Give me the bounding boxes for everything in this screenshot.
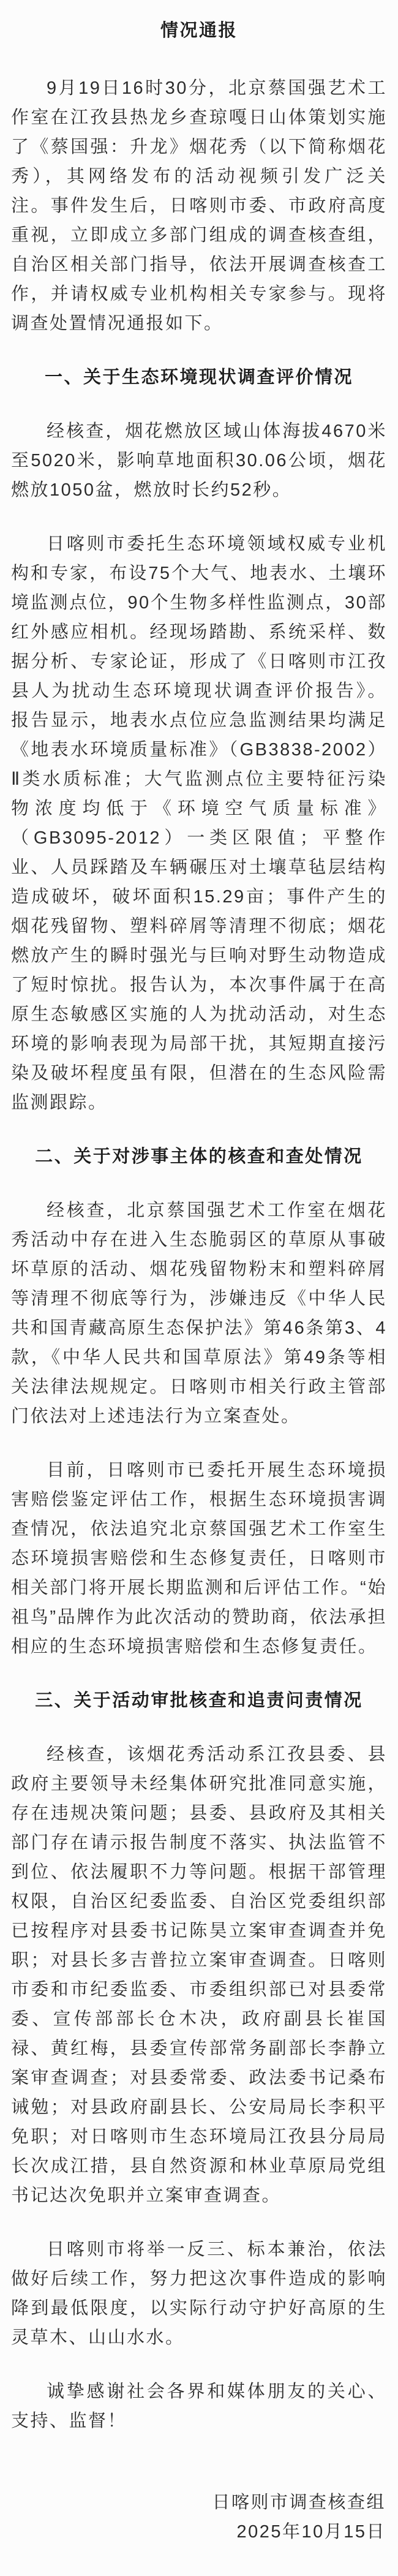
page-title: 情况通报 xyxy=(160,21,238,40)
signature-author: 日喀则市调查核查组 xyxy=(212,2493,386,2512)
intro-paragraph: 9月19日16时30分，北京蔡国强艺术工作室在江孜县热龙乡查琼嘎日山体策划实施了《蔡国强：升龙》烟花秀（以下简称烟花秀），其网络发布的活动视频引发广泛关注。事件发生后，日喀则市委、市政府高度重视，立即成立多部门组成的调查核查组，自治区相关部门指导，依法开展调查核查工作，并请权威专业机构相关专家参与。现将调查处置情况通报如下。 xyxy=(11,78,387,333)
signature-block xyxy=(11,2488,387,2547)
section-1-heading: 一、关于生态环境现状调查评价情况 xyxy=(44,368,353,387)
section-3-paragraph-1: 经核查，该烟花秀活动系江孜县委、县政府主要领导未经集体研究批准同意实施，存在违规决策问题；县委、县政府及其相关部门存在请示报告制度不落实、执法监管不到位、依法履职不力等问题。根据干部管理权限，自治区纪委监委、自治区党委组织部已按程序对县委书记陈昊立案审查调查并免职；对县长多吉普拉立案审查调查。日喀则市委和市纪委监委、市委组织部已对县委常委、宣传部部长仓木决，政府副县长崔国禄、黄红梅，县委宣传部常务副部长李静立案审查调查；对县委常委、政法委书记桑布诫勉；对县政府副县长、公安局局长李积平免职；对日喀则市生态环境局江孜县分局局长次成江措，县自然资源和林业草原局党组书记达次免职并立案审查调查。 xyxy=(11,1745,387,2205)
section-1-paragraph-2: 日喀则市委托生态环境领域权威专业机构和专家，布设75个大气、地表水、土壤环境监测点位，90个生物多样性监测点，30部红外感应相机。经现场踏勘、系统采样、数据分析、专家论证，形成了《日喀则市江孜县人为扰动生态环境现状调查评价报告》。报告显示，地表水点位应急监测结果均满足《地表水环境质量标准》（GB3838-2002）Ⅱ类水质标准；大气监测点位主要特征污染物浓度均低于《环境空气质量标准》（GB3095-2012）一类区限值；平整作业、人员踩踏及车辆碾压对土壤草毡层结构造成破坏，破坏面积15.29亩；事件产生的烟花残留物、塑料碎屑等清理不彻底；烟花燃放产生的瞬时强光与巨响对野生动物造成了短时惊扰。报告认为，本次事件属于在高原生态敏感区实施的人为扰动活动，对生态环境的影响表现为局部干扰，其短期直接污染及破坏程度虽有限，但潜在的生态风险需监测跟踪。 xyxy=(11,534,387,1112)
section-1-paragraph-1: 经核查，烟花燃放区域山体海拔4670米至5020米，影响草地面积30.06公顷，烟花燃放1050盆，燃放时长约52秒。 xyxy=(11,421,387,500)
thanks-paragraph: 诚挚感谢社会各界和媒体朋友的关心、支持、监督！ xyxy=(11,2382,387,2431)
section-2-paragraph-1: 经核查，北京蔡国强艺术工作室在烟花秀活动中存在进入生态脆弱区的草原从事破坏草原的活动、烟花残留物粉末和塑料碎屑等清理不彻底等行为，涉嫌违反《中华人民共和国青藏高原生态保护法》第46条第3、4款，《中华人民共和国草原法》第49条等相关法律法规规定。日喀则市相关行政主管部门依法对上述违法行为立案查处。 xyxy=(11,1201,387,1426)
section-3-heading: 三、关于活动审批核查和追责问责情况 xyxy=(35,1691,363,1710)
signature-date: 2025年10月15日 xyxy=(236,2522,386,2542)
section-2-paragraph-2: 目前，日喀则市已委托开展生态环境损害赔偿鉴定评估工作，根据生态环境损害调查情况，依法追究北京蔡国强艺术工作室生态环境损害赔偿和生态修复责任，日喀则市相关部门将开展长期监测和后评估工作。“始祖鸟”品牌作为此次活动的赞助商，依法承担相应的生态环境损害赔偿和生态修复责任。 xyxy=(11,1460,387,1656)
section-2-heading: 二、关于对涉事主体的核查和查处情况 xyxy=(35,1147,363,1166)
closing-paragraph: 日喀则市将举一反三、标本兼治，依法做好后续工作，努力把这次事件造成的影响降到最低限度，以实际行动守护好高原的生灵草木、山山水水。 xyxy=(11,2240,387,2347)
